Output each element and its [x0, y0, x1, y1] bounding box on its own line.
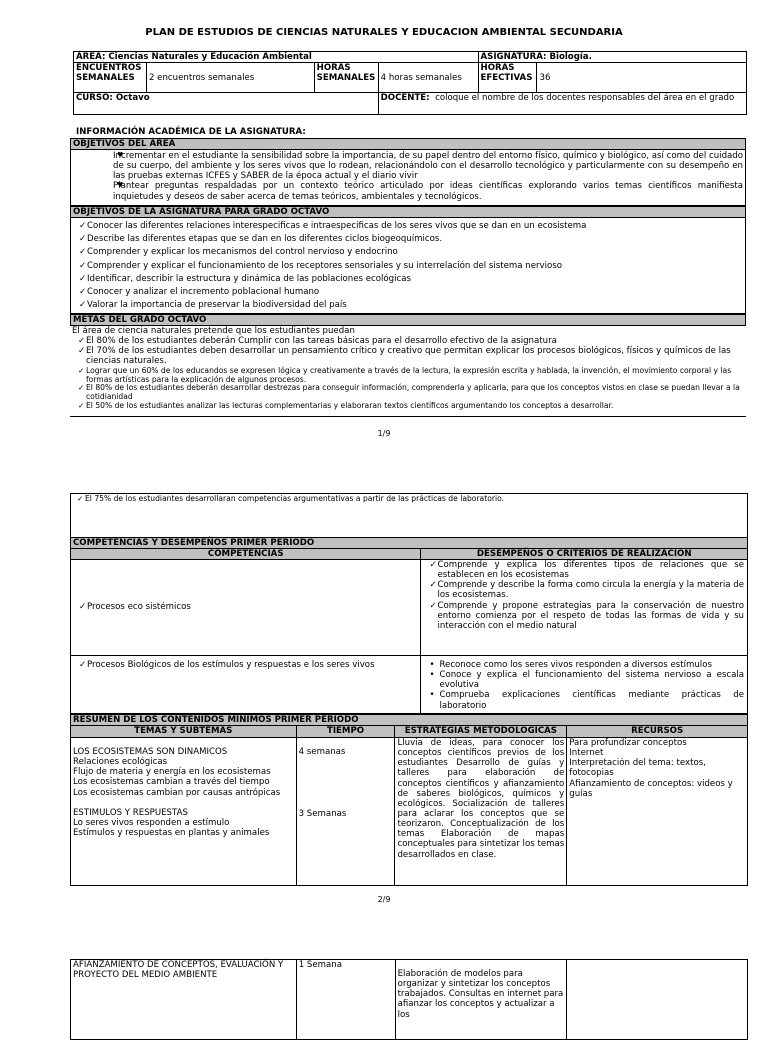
topic-time: 4 semanas: [298, 747, 346, 757]
resource-item: Interpretación del tema: textos, fotocopias: [569, 758, 706, 779]
resumen-section-header: RESUMEN DE LOS CONTENIDOS MINIMOS PRIMER PERIODO: [71, 715, 748, 726]
subtopic: Los ecosistemas cambian por causas antrópicas: [73, 787, 281, 798]
list-item: ✓ Comprender y explicar el funcionamiento de los receptores sensoriales y su interrelación del sistema nervioso: [73, 260, 743, 273]
docente-value: coloque el nombre de los docentes responsables del área en el grado: [435, 93, 735, 104]
page-number: 2/9: [377, 895, 391, 904]
estrategias-cell: [395, 960, 567, 1040]
page-number: 1/9: [377, 429, 391, 438]
horas-efectivas-value: 36: [537, 63, 747, 93]
list-item: ✓ Identificar, describir la estructura y dinámica de las poblaciones ecológicas: [73, 273, 743, 286]
horas-efectivas-label: HORAS EFECTIVAS: [478, 63, 537, 93]
competencias-table: [70, 537, 748, 714]
list-item: • Conoce y explica el funcionamiento del sistema nervioso a escala evolutiva: [423, 670, 744, 690]
list-item: ✓ El 50% de los estudiantes analizar las lecturas complementarias y elaboraran textos científicos argumentando los conceptos a desarrollar.: [72, 402, 744, 411]
topic-title: ESTIMULOS Y RESPUESTAS: [73, 807, 188, 818]
objetivos-area-body: [70, 150, 746, 206]
recursos-cell: [567, 960, 748, 1040]
temas-cell: [71, 738, 297, 886]
desempenos-cell: [421, 656, 748, 714]
metas-header: METAS DEL GRADO OCTAVO: [70, 314, 746, 326]
desempenos-column-header: DESEMPEÑOS O CRITERIOS DE REALIZACION: [421, 549, 748, 560]
list-item: ✓ Conocer y analizar el incremento poblacional humano: [73, 286, 743, 299]
subtopic: Flujo de materia y energía en los ecosistemas: [73, 767, 271, 778]
list-item: ✓ Comprende y propone estrategias para la conservación de nuestro entorno comienza por el respeto de todas las formas de vida y su interacción con el medio natural: [423, 601, 744, 631]
list-item: ✓ Conocer las diferentes relaciones interespecificas e intraespecificas de los seres vivos que se dan en un ecosistema: [73, 220, 743, 233]
column-header: RECURSOS: [567, 726, 748, 738]
list-item: ♥ Incrementar en el estudiante la sensibilidad sobre la importancia, de su papel dentro del entorno físico, químico y biológico, así como del cuidado de su cuerpo, del ambiente y los seres vivos que lo rodean, relacionándolo con el desarrollo tecnológico y particularmente con su desempeño en las pruebas externas ICFES y SABER de la época actual y el diario vivir: [73, 151, 743, 181]
list-item: ✓ El 80% de los estudiantes deberán desarrollar destrezas para conseguir información, comprenderla y aplicarla, para que los conceptos vistos en clase se puedan llevar a la cotidianidad: [72, 384, 744, 402]
subtopic: Lo seres vivos responden a estímulo: [73, 817, 230, 828]
metas-continued: [70, 493, 748, 538]
list-item: ✓ Comprender y explicar los mecanismos del control nervioso y endocrino: [73, 246, 743, 259]
list-item: ✓ Procesos eco sistémicos: [73, 602, 418, 612]
subtopic: Los ecosistemas cambian a través del tiempo: [73, 777, 270, 788]
resource-item: Para profundizar conceptos: [569, 738, 687, 748]
resumen-table-continued: [70, 959, 748, 1040]
list-item: • Comprueba explicaciones científicas mediante prácticas de laboratorio: [423, 690, 744, 710]
column-header: TIEMPO: [296, 726, 395, 738]
area-cell: ÁREA: Ciencias Naturales y Educación Ambiental: [74, 52, 479, 63]
docente-label: DOCENTE:: [380, 93, 430, 104]
competencia-cell: [71, 560, 421, 656]
list-item: ✓ El 75% de los estudiantes desarrollaran competencias argumentativas a partir de las prácticas de laboratorio.: [71, 495, 747, 504]
recursos-cell: [567, 738, 748, 886]
list-item: ✓ Comprende y explica los diferentes tipos de relaciones que se establecen en los ecosistemas: [423, 560, 744, 580]
resource-item: Afianzamiento de conceptos: videos y guías: [569, 778, 733, 799]
objectives-section: [70, 138, 746, 411]
temas-cell: AFIANZAMIENTO DE CONCEPTOS, EVALUACIÓN Y PROYECTO DEL MEDIO AMBIENTE: [71, 960, 297, 1040]
list-item: ✓ Describe las diferentes etapas que se dan en los diferentes ciclos biogeoquímicos.: [73, 233, 743, 246]
list-item: ✓ Valorar la importancia de preservar la biodiversidad del país: [73, 299, 743, 312]
topic-time: 3 Semanas: [298, 809, 347, 820]
horas-semanales-label: HORAS SEMANALES: [314, 63, 378, 93]
encuentros-label: ENCUENTROS SEMANALES: [74, 63, 147, 93]
list-item: ✓ Procesos Biológicos de los estímulos y respuestas e los seres vivos: [73, 660, 418, 670]
strategy-text: Elaboración de modelos para organizar y sintetizar los conceptos trabajados. Consultas en internet para afianzar los conceptos y actualizar a los: [397, 969, 564, 1020]
tiempo-cell: [296, 738, 395, 886]
competencia-cell: [71, 656, 421, 714]
list-item: ✓ Lograr que un 60% de los educandos se expresen lógica y creativamente a través de la lectura, la expresión escrita y hablada, la invención, el movimiento corporal y las formas artísticas para la explicación de algunos procesos.: [72, 367, 744, 385]
objetivos-grado-body: [70, 218, 746, 314]
docente-cell: [378, 93, 746, 115]
list-item: ♥ Plantear preguntas respaldadas por un contexto teórico articulado por ideas científicas explorando varios temas científicos manifiesta inquietudes y deseos de saber acerca de temas teóricos, ambientales y tecnológicos.: [73, 181, 743, 201]
desempenos-cell: [421, 560, 748, 656]
subtopic: Relaciones ecológicas: [73, 757, 168, 768]
document-title: PLAN DE ESTUDIOS DE CIENCIAS NATURALES Y EDUCACION AMBIENTAL SECUNDARIA: [145, 27, 623, 38]
resource-item: Internet: [569, 748, 604, 759]
list-item: • Reconoce como los seres vivos responden a diversos estímulos: [423, 660, 744, 670]
competencias-column-header: COMPETENCIAS: [71, 549, 421, 560]
list-item: ✓ El 70% de los estudiantes deben desarrollar un pensamiento crítico y creativo que permitan explicar los procesos biológicos, físicos y químicos de las ciencias naturales.: [72, 346, 744, 366]
estrategias-cell: Lluvia de ideas, para conocer los conceptos científicos previos de los estudiantes Desarrollo de guías y talleres para elaboración de conceptos científicos y afianzamiento de saberes biológicos, químicos y ecológicos. Socialización de talleres para aclarar los conceptos que se teorizaron. Conceptualización de los temas Elaboración de mapas conceptuales para sintetizar los temas desarrollados en clase.: [395, 738, 567, 886]
metas-intro: El área de ciencia naturales pretende que los estudiantes puedan: [72, 326, 355, 336]
list-item: ✓ Comprende y describe la forma como circula la energía y la materia de los ecosistemas.: [423, 580, 744, 600]
topic-title: LOS ECOSISTEMAS SON DINAMICOS: [73, 747, 228, 757]
objetivos-grado-header: OBJETIVOS DE LA ASIGNATURA PARA GRADO OCTAVO: [70, 206, 746, 218]
encuentros-value: 2 encuentros semanales: [146, 63, 314, 93]
academic-info-title: INFORMACIÓN ACADÉMICA DE LA ASIGNATURA:: [76, 127, 306, 137]
subtopic: Estímulos y respuestas en plantas y animales: [73, 827, 270, 838]
curso-cell: CURSO: Octavo: [74, 93, 379, 115]
horas-semanales-value: 4 horas semanales: [378, 63, 478, 93]
competencias-section-header: COMPETENCIAS Y DESEMPEÑOS PRIMER PERIODO: [71, 538, 748, 549]
list-item: ✓ El 80% de los estudiantes deberán Cumplir con las tareas básicas para el desarrollo efectivo de la asignatura: [72, 336, 744, 346]
tiempo-cell: 1 Semana: [296, 960, 395, 1040]
objetivos-area-header: OBJETIVOS DEL ÁREA: [70, 138, 746, 150]
asignatura-cell: ASIGNATURA: Biología.: [478, 52, 747, 63]
column-header: ESTRATEGIAS METODOLOGICAS: [395, 726, 567, 738]
course-info-table: [73, 51, 747, 115]
column-header: TEMAS Y SUBTEMAS: [71, 726, 297, 738]
metas-body: [70, 326, 746, 411]
resumen-table: [70, 714, 748, 886]
